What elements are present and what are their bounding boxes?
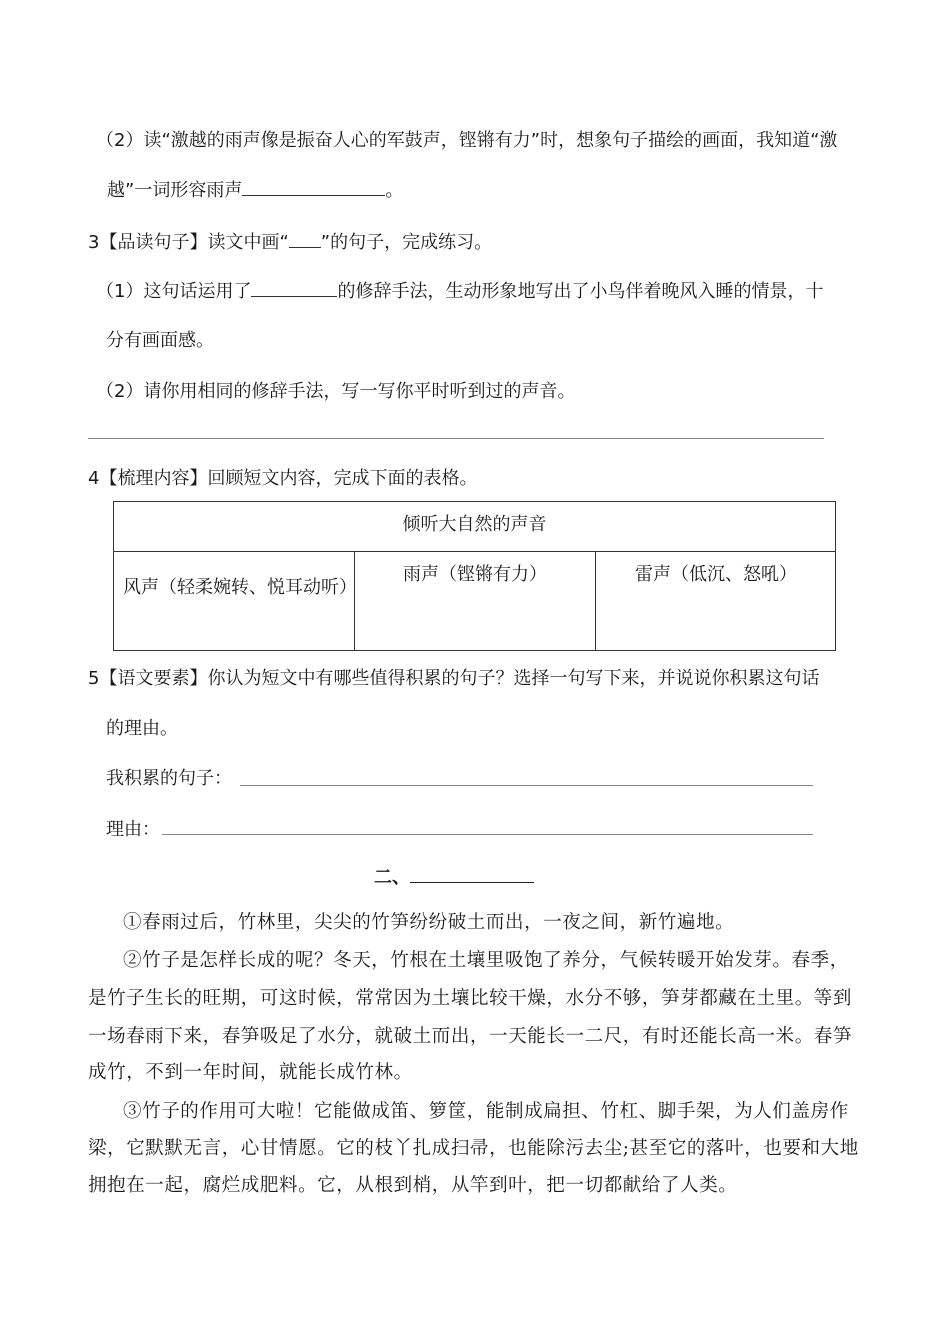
- section2-heading: [374, 863, 534, 889]
- q4-title: 4【梳理内容】回顾短文内容，完成下面的表格。: [88, 468, 478, 489]
- passage-p1: ①春雨过后，竹林里，尖尖的竹笋纷纷破土而出，一夜之间，新竹遍地。: [123, 912, 735, 933]
- q2-sub2-line1: （2）读“激越的雨声像是振奋人心的军鼓声，铿锵有力”时，想象句子描绘的画面，我知道“激: [96, 130, 838, 151]
- q3-sub1-rest: 的修辞手法，生动形象地写出了小鸟伴着晚风入睡的情景，十: [337, 281, 824, 302]
- q3-underline-mark: [289, 246, 321, 248]
- passage-p2-line1: ②竹子是怎样长成的呢？冬天，竹根在土壤里吸饱了养分，气候转暖开始发芽。春季，: [123, 950, 849, 971]
- q5-title-line1: 5【语文要素】你认为短文中有哪些值得积累的句子？选择一句写下来，并说说你积累这句话: [88, 668, 820, 689]
- q3-sub2: （2）请你用相同的修辞手法，写一写你平时听到过的声音。: [96, 381, 576, 402]
- q3-title-text: 3【品读句子】读文中画“: [88, 232, 289, 253]
- q3-sub1-line2: 分有画面感。: [106, 330, 214, 351]
- q2-answer-blank[interactable]: [242, 194, 385, 196]
- q3-answer-blank[interactable]: [251, 295, 337, 297]
- q5-reason-label: 理由：: [106, 819, 160, 840]
- q5-sentence-line[interactable]: [240, 785, 813, 786]
- q3-title-end: ”的句子，完成练习。: [320, 232, 493, 253]
- table-header: 倾听大自然的声音: [114, 502, 835, 552]
- q3-answer-line[interactable]: [88, 438, 824, 439]
- q5-reason-line[interactable]: [162, 834, 813, 835]
- passage-p3-line2: 梁，它默默无言，心甘情愿。它的枝丫扎成扫帚，也能除污去尘;甚至它的落叶，也要和大地: [88, 1138, 859, 1159]
- table-cell-rain[interactable]: 雨声（铿锵有力）: [355, 552, 596, 651]
- q3-sub1-text: （1）这句话运用了: [96, 281, 252, 302]
- passage-p2-line3: 一场春雨下来，春笋吸足了水分，就破土而出，一天能长一二尺，有时还能长高一米。春笋: [88, 1026, 853, 1047]
- passage-p2-line4: 成竹，不到一年时间，就能长成竹林。: [88, 1062, 413, 1083]
- q2-sub2-line2: [107, 176, 403, 202]
- q3-sub1-line1: [96, 277, 823, 303]
- section2-heading-text: 二、: [374, 867, 410, 888]
- passage-p3-line3: 拥抱在一起，腐烂成肥料。它，从根到梢，从竿到叶，把一切都献给了人类。: [88, 1175, 738, 1196]
- q5-title-line2: 的理由。: [106, 718, 178, 739]
- table-cell-thunder[interactable]: 雷声（低沉、怒吼）: [635, 564, 797, 585]
- sound-table: [113, 501, 836, 651]
- q2-sub2-line2-text: 越”一词形容雨声: [107, 180, 243, 201]
- passage-p2-line2: 是竹子生长的旺期，可这时候，常常因为土壤比较干燥，水分不够，笋芽都藏在土里。等到: [88, 988, 853, 1009]
- section2-title-blank[interactable]: [410, 881, 534, 883]
- q2-sub2-line2-end: 。: [385, 180, 404, 201]
- table-cell-wind[interactable]: 风声（轻柔婉转、悦耳动听）: [114, 552, 355, 651]
- q3-title: [88, 228, 492, 254]
- q5-sentence-label: 我积累的句子：: [106, 768, 232, 789]
- passage-p3-line1: ③竹子的作用可大啦！它能做成笛、箩筐，能制成扁担、竹杠、脚手架，为人们盖房作: [123, 1101, 849, 1122]
